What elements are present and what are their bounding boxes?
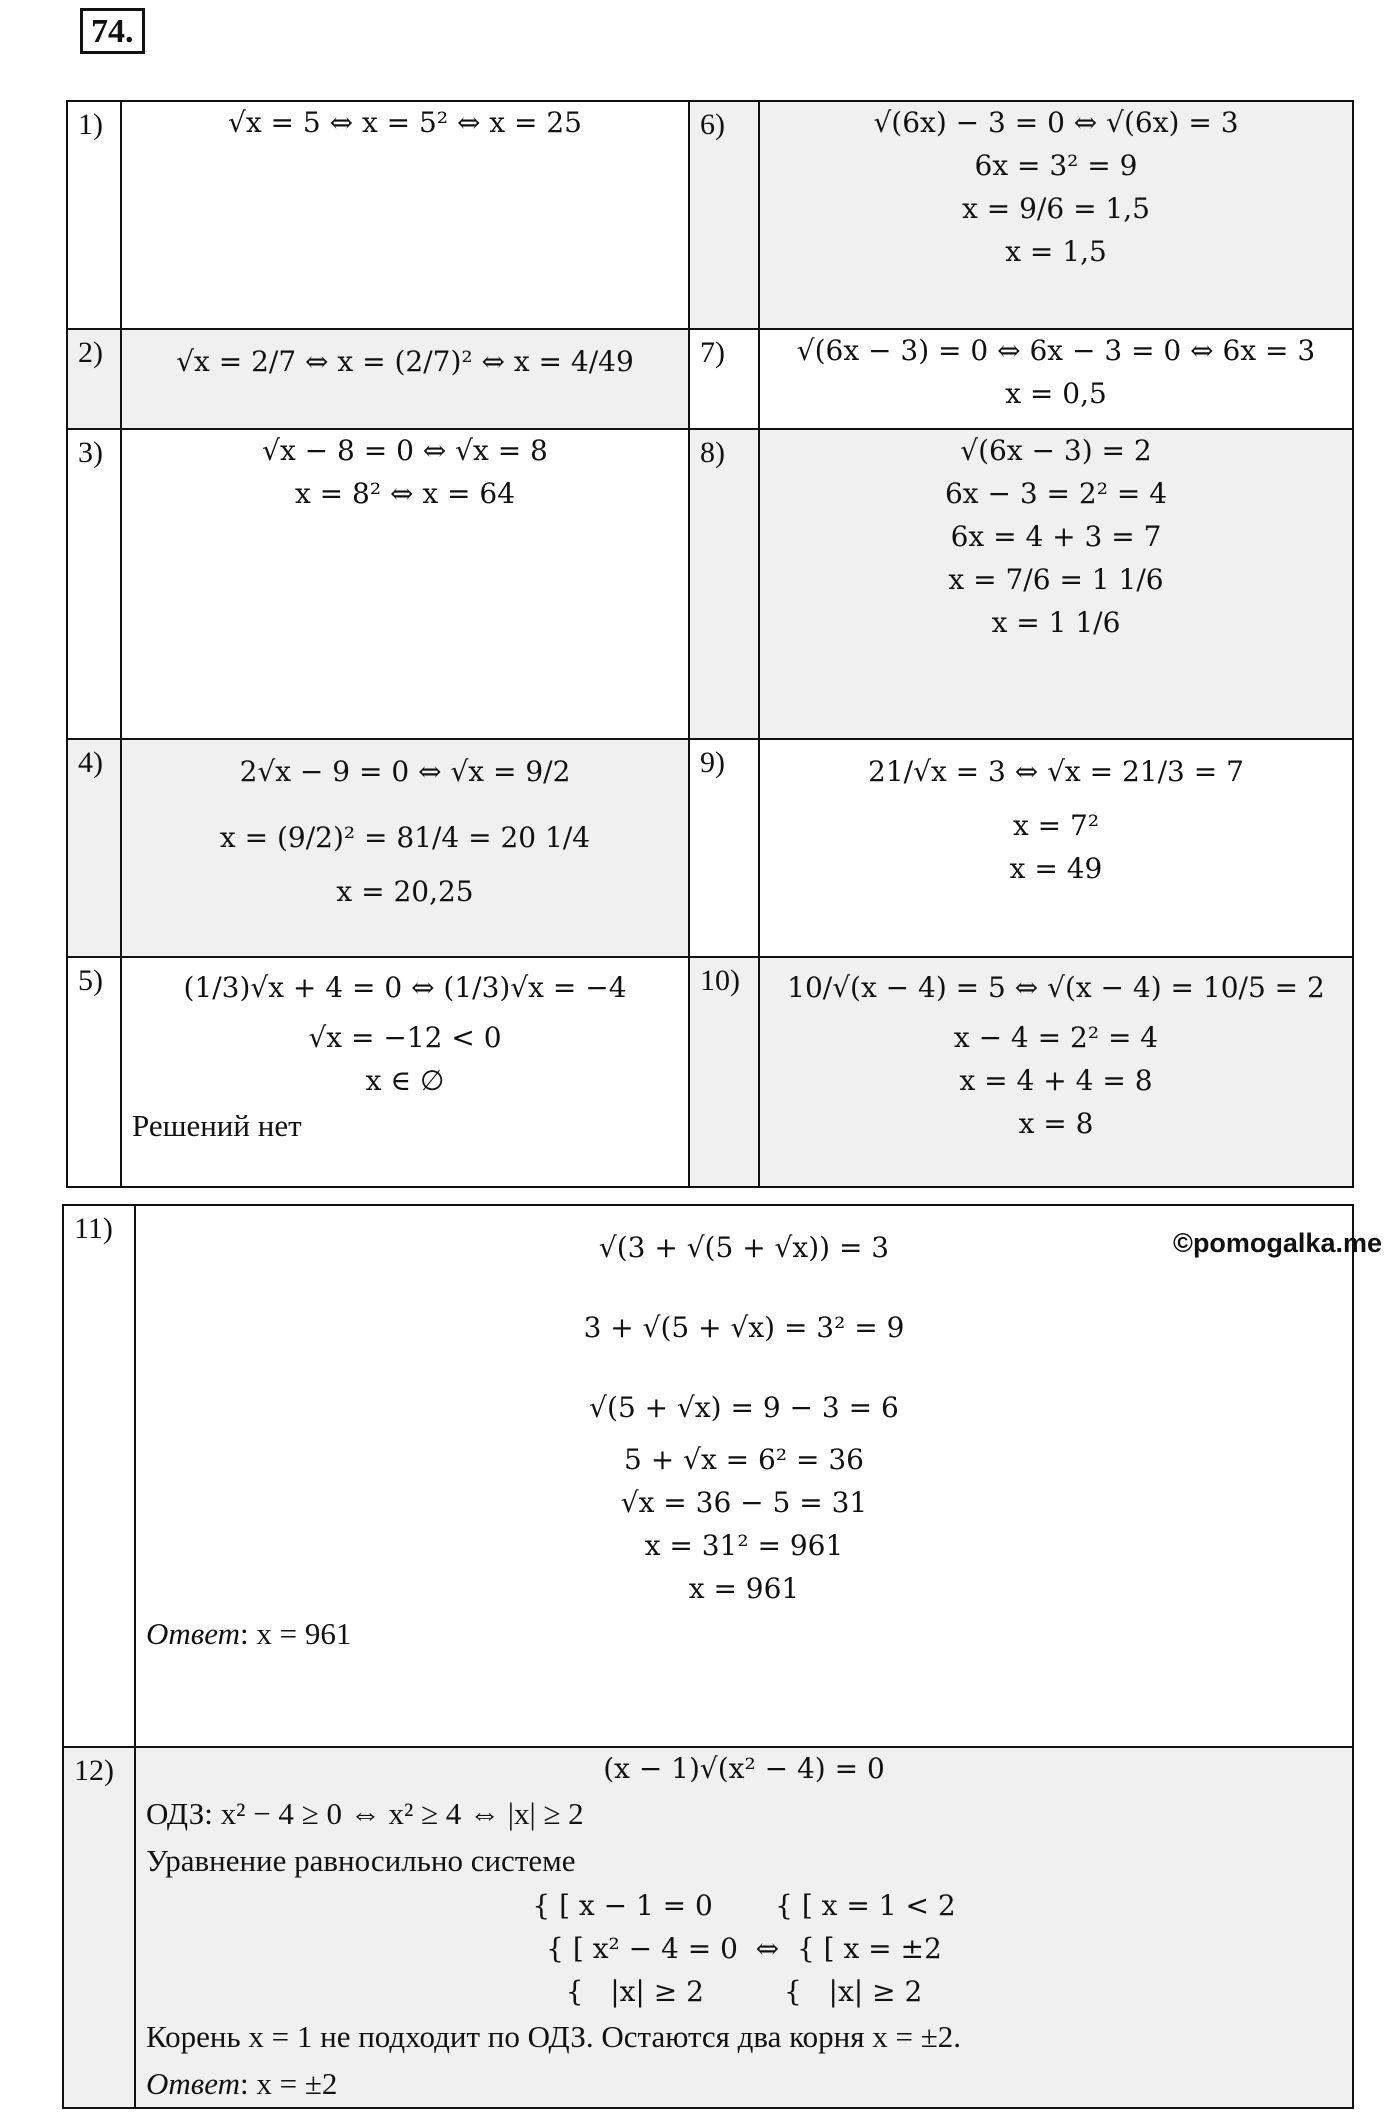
solution-5: [121, 957, 689, 1187]
answer-label: Ответ: [146, 1615, 240, 1651]
equation-line: (x − 1)√(x² − 4) = 0: [603, 1752, 885, 1785]
answer-line: [136, 2061, 1352, 2108]
equation-line: 6x − 3 = 2² = 4: [944, 476, 1168, 510]
equation-line: x = 0,5: [1005, 376, 1107, 410]
solution-12: [135, 1747, 1353, 2108]
equation-line: 2√x − 9 = 0 ⇔ √x = 9/2: [239, 755, 571, 788]
cell-number: 12): [63, 1747, 135, 2108]
cell-number: 1): [67, 101, 121, 329]
system-line: { |x| ≥ 2 { |x| ≥ 2: [565, 1974, 923, 2008]
equation-line: √x = 5 ⇔ x = 5² ⇔ x = 25: [227, 106, 582, 139]
answer-value: : x = ±2: [239, 2065, 338, 2101]
equation-line: √(3 + √(5 + √x)) = 3: [598, 1231, 890, 1264]
cell-number: 5): [67, 957, 121, 1187]
equation-line: x = 7²: [1012, 808, 1100, 842]
equation-line: √x − 8 = 0 ⇔ √x = 8: [262, 434, 548, 467]
odz-line: ОДЗ: x² − 4 ≥ 0 ⇔ x² ≥ 4 ⇔ |x| ≥ 2: [146, 1795, 584, 1831]
cell-number: 6): [689, 101, 759, 329]
cell-number: 2): [67, 329, 121, 429]
solution-8: [759, 429, 1353, 739]
solution-10: [759, 957, 1353, 1187]
equation-line: x − 4 = 2² = 4: [953, 1020, 1159, 1054]
conclusion-line: Корень x = 1 не подходит по ОДЗ. Остаются два корня x = ±2.: [146, 2018, 962, 2054]
solution-3: [121, 429, 689, 739]
equation-line: √x = 36 − 5 = 31: [620, 1485, 868, 1519]
equation-line: x = (9/2)² = 81/4 = 20 1/4: [219, 820, 591, 854]
solution-7: [759, 329, 1353, 429]
cell-number: 11): [63, 1205, 135, 1747]
equation-line: x ∈ ∅: [365, 1063, 445, 1097]
equation-line: √x = −12 < 0: [308, 1020, 502, 1054]
solution-11: [135, 1205, 1353, 1747]
solution-9: [759, 739, 1353, 957]
system-line: { [ x² − 4 = 0 ⇔ { [ x = ±2: [546, 1931, 942, 1965]
no-solutions-note: Решений нет: [132, 1107, 302, 1143]
equation-line: √(6x − 3) = 2: [960, 434, 1152, 467]
cell-number: 9): [689, 739, 759, 957]
answer-label: Ответ: [146, 2065, 240, 2101]
equation-line: √(6x − 3) = 0 ⇔ 6x − 3 = 0 ⇔ 6x = 3: [796, 334, 1316, 367]
cell-number: 10): [689, 957, 759, 1187]
equation-line: x = 1 1/6: [991, 605, 1121, 639]
equation-line: √(5 + √x) = 9 − 3 = 6: [589, 1390, 899, 1424]
equation-line: x = 961: [688, 1571, 800, 1605]
cell-number: 3): [67, 429, 121, 739]
solution-4: [121, 739, 689, 957]
equation-line: x = 8² ⇔ x = 64: [294, 476, 516, 510]
equation-line: 6x = 3² = 9: [974, 148, 1138, 182]
cell-number: 8): [689, 429, 759, 739]
equation-line: 3 + √(5 + √x) = 3² = 9: [583, 1310, 905, 1344]
equation-line: 10/√(x − 4) = 5 ⇔ √(x − 4) = 10/5 = 2: [787, 971, 1325, 1004]
equation-line: x = 8: [1018, 1106, 1094, 1140]
system-intro: Уравнение равносильно системе: [146, 1842, 576, 1878]
equation-line: √x = 2/7 ⇔ x = (2/7)² ⇔ x = 4/49: [176, 345, 634, 378]
equation-line: x = 31² = 961: [644, 1528, 844, 1562]
equation-line: x = 1,5: [1005, 234, 1107, 268]
answer-value: : x = 961: [239, 1615, 352, 1651]
solution-6: [759, 101, 1353, 329]
cell-number: 4): [67, 739, 121, 957]
answer-line: [136, 1611, 1352, 1658]
equation-line: 6x = 4 + 3 = 7: [950, 519, 1162, 553]
solutions-table-1-10: [66, 100, 1354, 1188]
equation-line: x = 20,25: [336, 874, 474, 908]
system-line: { [ x − 1 = 0 { [ x = 1 < 2: [532, 1888, 956, 1922]
equation-line: (1/3)√x + 4 = 0 ⇔ (1/3)√x = −4: [183, 971, 627, 1004]
equation-line: x = 9/6 = 1,5: [962, 191, 1150, 225]
solution-2: [121, 329, 689, 429]
equation-line: x = 7/6 = 1 1/6: [948, 562, 1164, 596]
solutions-table-11-12: [62, 1204, 1354, 2109]
equation-line: x = 4 + 4 = 8: [959, 1063, 1153, 1097]
equation-line: x = 49: [1009, 851, 1103, 885]
equation-line: 5 + √x = 6² = 36: [624, 1442, 864, 1476]
watermark: ©pomogalka.me: [1173, 1228, 1382, 1258]
problem-number: 74.: [80, 8, 145, 54]
solution-1: [121, 101, 689, 329]
equation-line: 21/√x = 3 ⇔ √x = 21/3 = 7: [868, 755, 1244, 788]
equation-line: √(6x) − 3 = 0 ⇔ √(6x) = 3: [873, 106, 1239, 139]
cell-number: 7): [689, 329, 759, 429]
